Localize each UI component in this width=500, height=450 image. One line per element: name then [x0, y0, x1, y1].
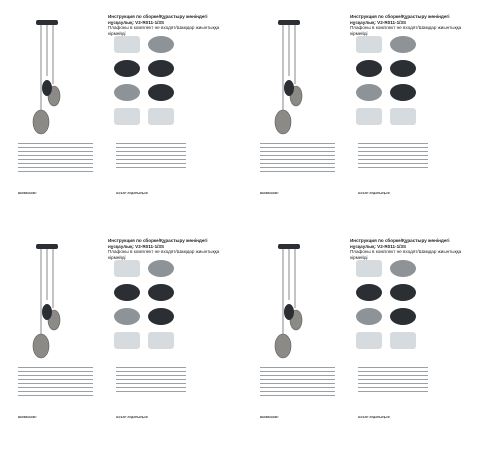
pendant-lamp-illustration: [12, 242, 82, 360]
canopy-dark-photo: [390, 60, 416, 77]
assembly-photos: [108, 36, 232, 134]
canopy-dark-photo: [114, 284, 140, 301]
mounting-plate-icon: [356, 260, 382, 277]
canopy-photo: [390, 260, 416, 277]
assembly-photos: [350, 36, 474, 134]
parts-list: [260, 367, 335, 399]
canopy-photo: [390, 36, 416, 53]
pendant-lamp-illustration: [254, 242, 324, 360]
wire-photo: [356, 84, 382, 101]
sheet-title: Инструкция по сборке/Құрастыру жөніндегі нұсқаулық: V2-R011-1/3S Плафоны в комплект не входят/Шамдар жиынтыққа кірмейді: [350, 238, 462, 260]
instruction-sheet-2: [250, 8, 474, 213]
canopy-dark-photo: [148, 284, 174, 301]
parts-list: [18, 367, 93, 399]
warning-label-kz: НАЗАР АУДАРЫҢЫЗ!: [116, 191, 149, 195]
scissors-icon: [390, 108, 416, 125]
canopy-dark-photo: [390, 308, 416, 325]
assembly-photos: [108, 260, 232, 358]
warning-label: ВНИМАНИЕ!: [18, 191, 37, 195]
mounting-plate-icon: [356, 36, 382, 53]
wire-photo: [356, 308, 382, 325]
instruction-sheet-3: [8, 232, 232, 437]
screw-icon: [114, 108, 140, 125]
canopy-photo: [148, 36, 174, 53]
screw-icon: [114, 332, 140, 349]
mounting-plate-icon: [114, 260, 140, 277]
screw-icon: [356, 108, 382, 125]
mounting-plate-icon: [114, 36, 140, 53]
sheet-title: Инструкция по сборке/Құрастыру жөніндегі нұсқаулық: V2-R011-1/3S Плафоны в комплект не входят/Шамдар жиынтыққа кірмейді: [108, 238, 220, 260]
sheet-title: Инструкция по сборке/Құрастыру жөніндегі нұсқаулық: V2-R011-1/3S Плафоны в комплект не входят/Шамдар жиынтыққа кірмейді: [108, 14, 220, 36]
screw-icon: [356, 332, 382, 349]
pendant-lamp-illustration: [254, 18, 324, 136]
canopy-dark-photo: [114, 60, 140, 77]
assembly-photos: [350, 260, 474, 358]
warning-label-kz: НАЗАР АУДАРЫҢЫЗ!: [358, 191, 391, 195]
wire-photo: [114, 84, 140, 101]
warning-label: ВНИМАНИЕ!: [260, 191, 279, 195]
scissors-icon: [148, 108, 174, 125]
canopy-dark-photo: [390, 284, 416, 301]
warning-label: ВНИМАНИЕ!: [18, 415, 37, 419]
wire-photo: [114, 308, 140, 325]
parts-list-kz: [116, 143, 186, 171]
canopy-dark-photo: [148, 60, 174, 77]
parts-list: [18, 143, 93, 175]
warning-label-kz: НАЗАР АУДАРЫҢЫЗ!: [358, 415, 391, 419]
warning-label: ВНИМАНИЕ!: [260, 415, 279, 419]
warning-label-kz: НАЗАР АУДАРЫҢЫЗ!: [116, 415, 149, 419]
instruction-sheet-1: [8, 8, 232, 213]
sheet-title: Инструкция по сборке/Құрастыру жөніндегі нұсқаулық: V2-R011-1/3S Плафоны в комплект не входят/Шамдар жиынтыққа кірмейді: [350, 14, 462, 36]
canopy-dark-photo: [356, 284, 382, 301]
canopy-dark-photo: [390, 84, 416, 101]
parts-list: [260, 143, 335, 175]
parts-list-kz: [358, 143, 428, 171]
canopy-dark-photo: [148, 308, 174, 325]
instruction-sheet-4: [250, 232, 474, 437]
scissors-icon: [148, 332, 174, 349]
pendant-lamp-illustration: [12, 18, 82, 136]
parts-list-kz: [358, 367, 428, 395]
scissors-icon: [390, 332, 416, 349]
canopy-dark-photo: [356, 60, 382, 77]
canopy-dark-photo: [148, 84, 174, 101]
canopy-photo: [148, 260, 174, 277]
parts-list-kz: [116, 367, 186, 395]
